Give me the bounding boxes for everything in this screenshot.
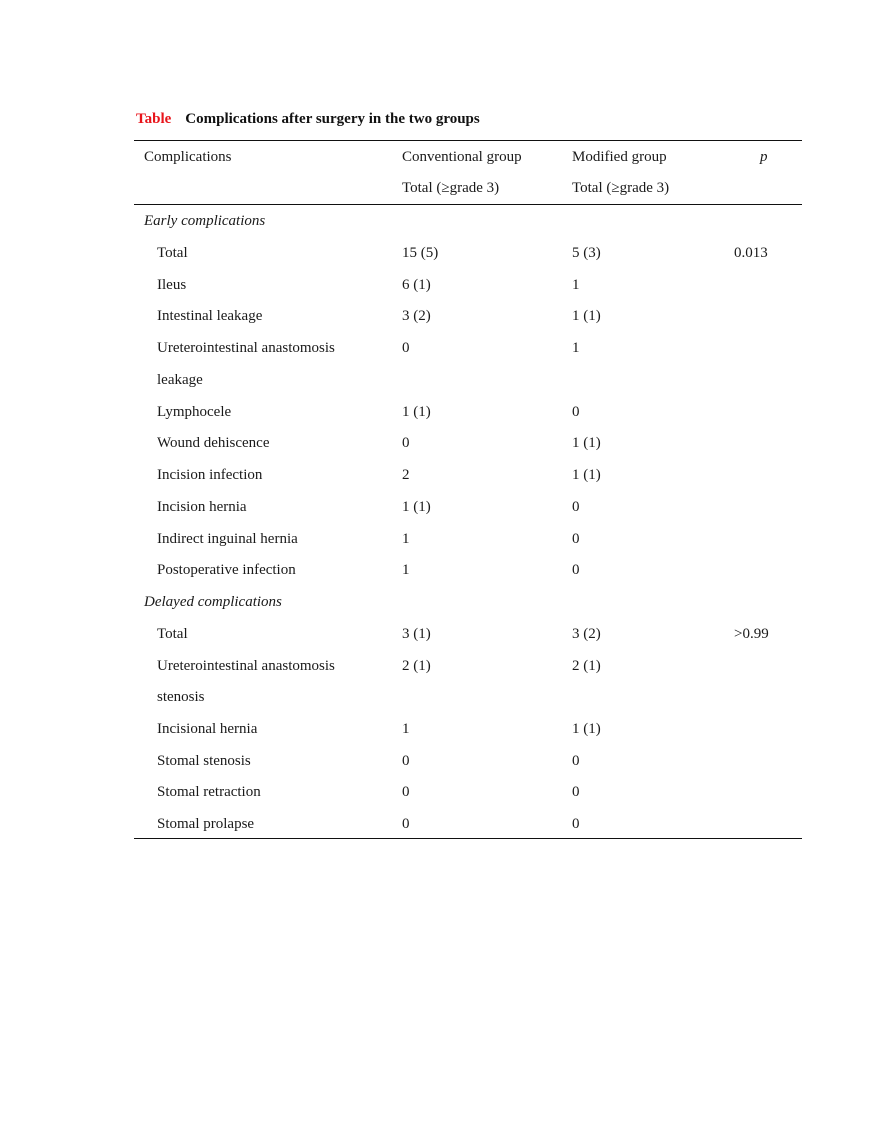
row-name-continued: stenosis [157,689,205,705]
row-modified: 1 [572,340,580,356]
row-conventional: 1 (1) [402,404,431,420]
row-name: Lymphocele [157,404,232,420]
row-name: Stomal retraction [157,784,261,800]
row-name: Stomal prolapse [157,816,255,832]
row-conventional: 3 (2) [402,308,431,324]
row-name: Incision hernia [157,499,247,515]
row-modified: 0 [572,531,580,547]
row-conventional: 1 [402,721,410,737]
row-modified: 1 (1) [572,308,601,324]
row-conventional: 3 (1) [402,626,431,642]
row-name: Postoperative infection [157,562,296,578]
section-title-early: Early complications [144,213,266,229]
row-conventional: 6 (1) [402,277,431,293]
row-modified: 0 [572,784,580,800]
row-name: Intestinal leakage [157,308,263,324]
row-modified: 0 [572,753,580,769]
row-name: Ureterointestinal anastomosis [157,658,335,674]
row-conventional: 0 [402,753,410,769]
row-conventional: 1 (1) [402,499,431,515]
row-modified: 1 [572,277,580,293]
row-name: Incision infection [157,467,263,483]
row-conventional: 0 [402,784,410,800]
row-name: Wound dehiscence [157,435,270,451]
bottom-rule [134,838,802,839]
row-modified: 2 (1) [572,658,601,674]
row-name: Total [157,245,188,261]
row-conventional: 0 [402,816,410,832]
header-conventional-sub: Total (≥grade 3) [402,180,500,196]
header-p: p [760,149,768,165]
row-conventional: 1 [402,531,410,547]
header-modified: Modified group [572,149,667,165]
row-modified: 3 (2) [572,626,601,642]
row-conventional: 2 (1) [402,658,431,674]
row-conventional: 0 [402,340,410,356]
table-title: Complications after surgery in the two groups [185,111,480,127]
header-conventional: Conventional group [402,149,522,165]
table-label: Table [136,111,172,127]
row-conventional: 15 (5) [402,245,439,261]
row-modified: 0 [572,562,580,578]
row-modified: 0 [572,404,580,420]
row-modified: 0 [572,499,580,515]
row-modified: 5 (3) [572,245,601,261]
header-modified-sub: Total (≥grade 3) [572,180,670,196]
top-rule [134,140,802,141]
row-modified: 1 (1) [572,721,601,737]
header-rule [134,204,802,205]
row-conventional: 0 [402,435,410,451]
row-name: Stomal stenosis [157,753,251,769]
row-name: Ileus [157,277,187,293]
row-conventional: 1 [402,562,410,578]
row-name: Total [157,626,188,642]
row-conventional: 2 [402,467,410,483]
row-modified: 0 [572,816,580,832]
table-caption [136,111,480,128]
row-p: 0.013 [734,245,768,261]
row-modified: 1 (1) [572,435,601,451]
row-name-continued: leakage [157,372,203,388]
row-name: Ureterointestinal anastomosis [157,340,335,356]
row-modified: 1 (1) [572,467,601,483]
section-title-delayed: Delayed complications [144,594,282,610]
row-name: Indirect inguinal hernia [157,531,298,547]
header-complications: Complications [144,149,232,165]
row-p: >0.99 [734,626,769,642]
row-name: Incisional hernia [157,721,258,737]
